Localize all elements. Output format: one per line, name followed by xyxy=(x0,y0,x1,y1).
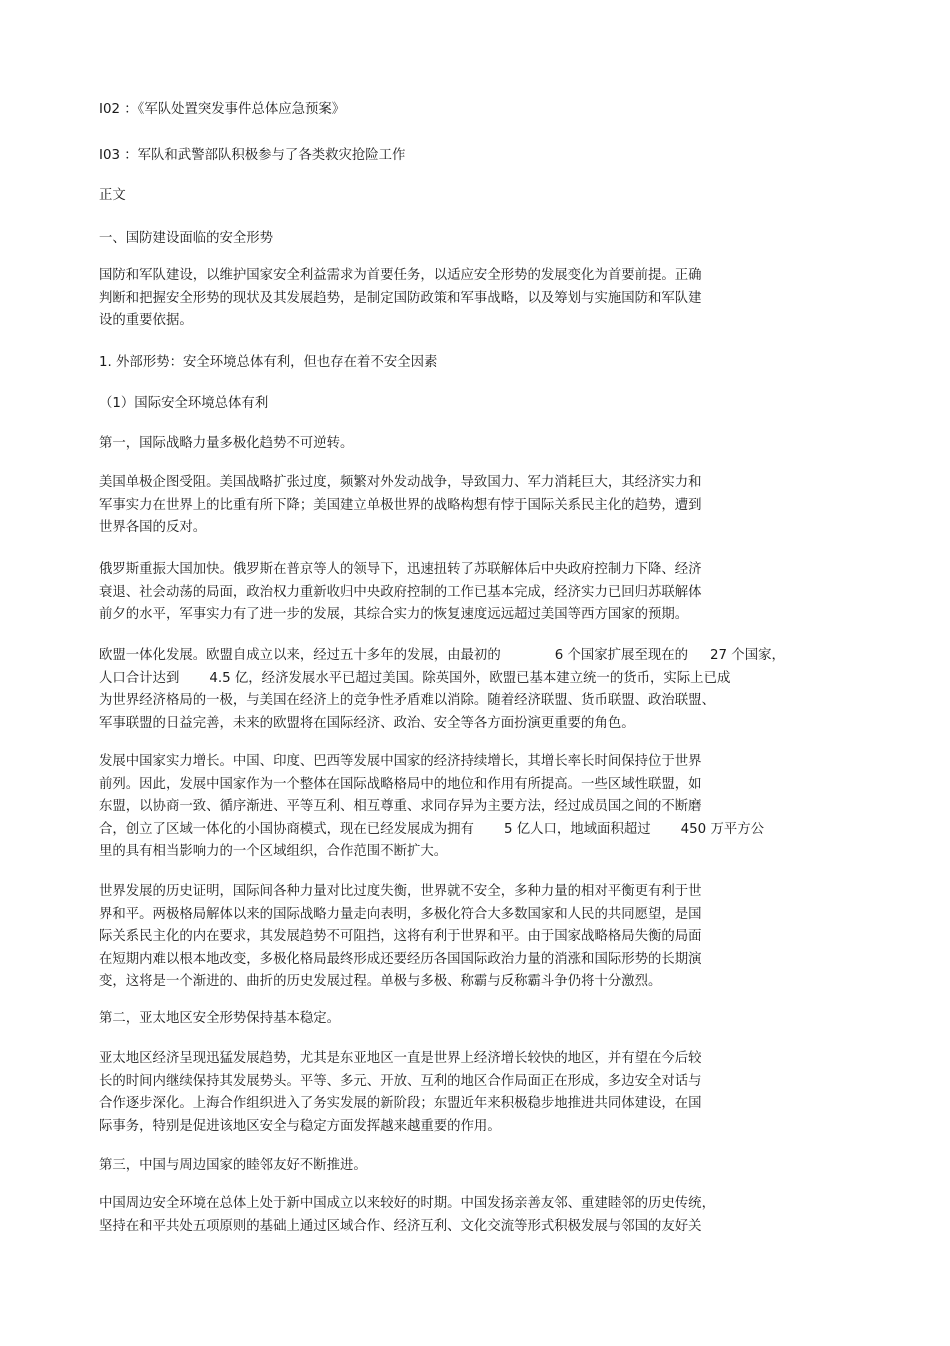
text-run: 1. 外部形势：安全环境总体有利，但也存在着不安全因素 xyxy=(99,355,438,370)
text-run: 正文 xyxy=(99,188,126,203)
text-run: 前夕的水平，军事实力有了进一步的发展，其综合实力的恢复速度远远超过美国等西方国家的预期。 xyxy=(99,607,689,623)
text-run: 27 个国家， xyxy=(710,648,785,663)
text-run: I03 ：军队和武警部队积极参与了各类救灾抢险工作 xyxy=(99,148,406,163)
paragraph-developing-line-1 xyxy=(99,752,702,772)
paragraph-history-line-3 xyxy=(99,927,702,947)
text-run: 一、国防建设面临的安全形势 xyxy=(99,231,274,246)
paragraph-usa-line-2 xyxy=(99,496,702,516)
heading-section-1-line-1 xyxy=(99,229,273,249)
text-run: （1）国际安全环境总体有利 xyxy=(99,396,269,411)
paragraph-russia-line-2 xyxy=(99,583,702,603)
text-run: 界和平。两极格局解体以来的国际战略力量走向表明，多极化符合大多数国家和人民的共同愿望，是国 xyxy=(99,906,702,922)
paragraph-developing-line-4 xyxy=(99,820,764,840)
text-run: 为世界经济格局的一极，与美国在经济上的竞争性矛盾难以消除。随着经济联盟、货币联盟、政治联盟、 xyxy=(99,693,715,709)
paragraph-russia-line-3 xyxy=(99,605,688,625)
paragraph-usa-line-3 xyxy=(99,518,206,538)
text-run: 450 万平方公 xyxy=(680,821,765,837)
text-run: 军事实力在世界上的比重有所下降；美国建立单极世界的战略构想有悖于国际关系民主化的趋势，遭到 xyxy=(99,497,702,513)
text-run: 第二，亚太地区安全形势保持基本稳定。 xyxy=(99,1011,341,1026)
paragraph-asia-pacific-line-1 xyxy=(99,1049,702,1069)
paragraph-intro-line-3 xyxy=(99,311,193,331)
heading-international-line-1 xyxy=(99,394,268,414)
paragraph-eu-line-4 xyxy=(99,714,635,734)
paragraph-asia-pacific-line-3 xyxy=(99,1094,702,1114)
text-run: 人口合计达到 xyxy=(99,670,180,686)
paragraph-history-line-1 xyxy=(99,882,702,902)
text-run: 前列。因此，发展中国家作为一个整体在国际战略格局中的地位和作用有所提高。一些区域性联盟，如 xyxy=(99,776,702,792)
point-second-line-1 xyxy=(99,1009,340,1029)
text-run: 俄罗斯重振大国加快。俄罗斯在普京等人的领导下，迅速扭转了苏联解体后中央政府控制力下降、经济 xyxy=(99,562,702,577)
text-run: 4.5 亿，经济发展水平已超过美国。除英国外，欧盟已基本建立统一的货币，实际上已成 xyxy=(209,670,731,686)
text-run: 判断和把握安全形势的现状及其发展趋势，是制定国防政策和军事战略，以及筹划与实施国防和军队建 xyxy=(99,290,702,306)
paragraph-history-line-2 xyxy=(99,905,702,925)
text-run: 合作逐步深化。上海合作组织进入了务实发展的新阶段；东盟近年来积极稳步地推进共同体建设，在国 xyxy=(99,1096,702,1112)
item-i02-line-1 xyxy=(99,100,345,120)
paragraph-intro-line-2 xyxy=(99,289,702,309)
text-run: 设的重要依据。 xyxy=(99,313,193,329)
text-run: 变，这将是一个渐进的、曲折的历史发展过程。单极与多极、称霸与反称霸斗争仍将十分激烈。 xyxy=(99,974,662,990)
text-run: 际关系民主化的内在要求，其发展趋势不可阻挡，这将有利于世界和平。由于国家战略格局失衡的局面 xyxy=(99,929,702,945)
paragraph-developing-line-5 xyxy=(99,842,447,862)
paragraph-neighbors-line-2 xyxy=(99,1217,702,1237)
item-i03-line-1 xyxy=(99,146,405,166)
paragraph-eu-line-2 xyxy=(99,669,730,689)
text-run: 里的具有相当影响力的一个区域组织，合作范围不断扩大。 xyxy=(99,844,448,860)
paragraph-intro-line-1 xyxy=(99,266,702,286)
text-run: 美国单极企图受阻。美国战略扩张过度，频繁对外发动战争，导致国力、军力消耗巨大，其经济实力和 xyxy=(99,475,702,490)
text-run: 坚持在和平共处五项原则的基础上通过区域合作、经济互利、文化交流等形式积极发展与邻国的友好关 xyxy=(99,1218,702,1234)
text-run: 世界发展的历史证明，国际间各种力量对比过度失衡，世界就不安全，多种力量的相对平衡更有利于世 xyxy=(99,884,702,899)
text-run: 欧盟一体化发展。欧盟自成立以来，经过五十多年的发展，由最初的 xyxy=(99,648,501,663)
paragraph-history-line-4 xyxy=(99,950,702,970)
text-run: 5 亿人口，地域面积超过 xyxy=(503,821,651,837)
text-run: 在短期内难以根本地改变，多极化格局最终形成还要经历各国国际政治力量的消涨和国际形势的长期演 xyxy=(99,951,702,967)
text-run: 亚太地区经济呈现迅猛发展趋势，尤其是东亚地区一直是世界上经济增长较快的地区，并有望在今后较 xyxy=(99,1051,702,1066)
paragraph-eu-line-1 xyxy=(99,646,785,666)
text-run: 合，创立了区域一体化的小国协商模式，现在已经发展成为拥有 xyxy=(99,821,474,837)
text-run: 国防和军队建设，以维护国家安全利益需求为首要任务，以适应安全形势的发展变化为首要前提。正确 xyxy=(99,268,702,283)
paragraph-asia-pacific-line-2 xyxy=(99,1072,702,1092)
paragraph-neighbors-line-1 xyxy=(99,1194,715,1214)
text-run: 衰退、社会动荡的局面，政治权力重新收归中央政府控制的工作已基本完成，经济实力已回归苏联解体 xyxy=(99,584,702,600)
paragraph-history-line-5 xyxy=(99,972,661,992)
text-run: 长的时间内继续保持其发展势头。平等、多元、开放、互利的地区合作局面正在形成，多边安全对话与 xyxy=(99,1073,702,1089)
text-run: 东盟，以协商一致、循序渐进、平等互利、相互尊重、求同存异为主要方法，经过成员国之间的不断磨 xyxy=(99,799,702,815)
point-third-line-1 xyxy=(99,1156,367,1176)
paragraph-russia-line-1 xyxy=(99,560,702,580)
text-run: 6 个国家扩展至现在的 xyxy=(554,648,689,663)
text-run: 军事联盟的日益完善，未来的欧盟将在国际经济、政治、安全等各方面扮演更重要的角色。 xyxy=(99,715,635,731)
heading-external-line-1 xyxy=(99,353,437,373)
paragraph-asia-pacific-line-4 xyxy=(99,1117,501,1137)
label-body-line-1 xyxy=(99,186,126,206)
paragraph-eu-line-3 xyxy=(99,691,715,711)
text-run: 发展中国家实力增长。中国、印度、巴西等发展中国家的经济持续增长，其增长率长时间保持位于世界 xyxy=(99,754,702,769)
paragraph-developing-line-2 xyxy=(99,775,702,795)
paragraph-developing-line-3 xyxy=(99,797,702,817)
text-run: 世界各国的反对。 xyxy=(99,520,207,536)
text-run: 第一，国际战略力量多极化趋势不可逆转。 xyxy=(99,436,354,451)
paragraph-usa-line-1 xyxy=(99,473,702,493)
point-first-line-1 xyxy=(99,434,353,454)
text-run: 中国周边安全环境在总体上处于新中国成立以来较好的时期。中国发扬亲善友邻、重建睦邻的历史传统， xyxy=(99,1196,715,1211)
text-run: 第三，中国与周边国家的睦邻友好不断推进。 xyxy=(99,1158,367,1173)
text-run: 际事务，特别是促进该地区安全与稳定方面发挥越来越重要的作用。 xyxy=(99,1118,501,1134)
text-run: I02 ：《军队处置突发事件总体应急预案》 xyxy=(99,102,346,117)
